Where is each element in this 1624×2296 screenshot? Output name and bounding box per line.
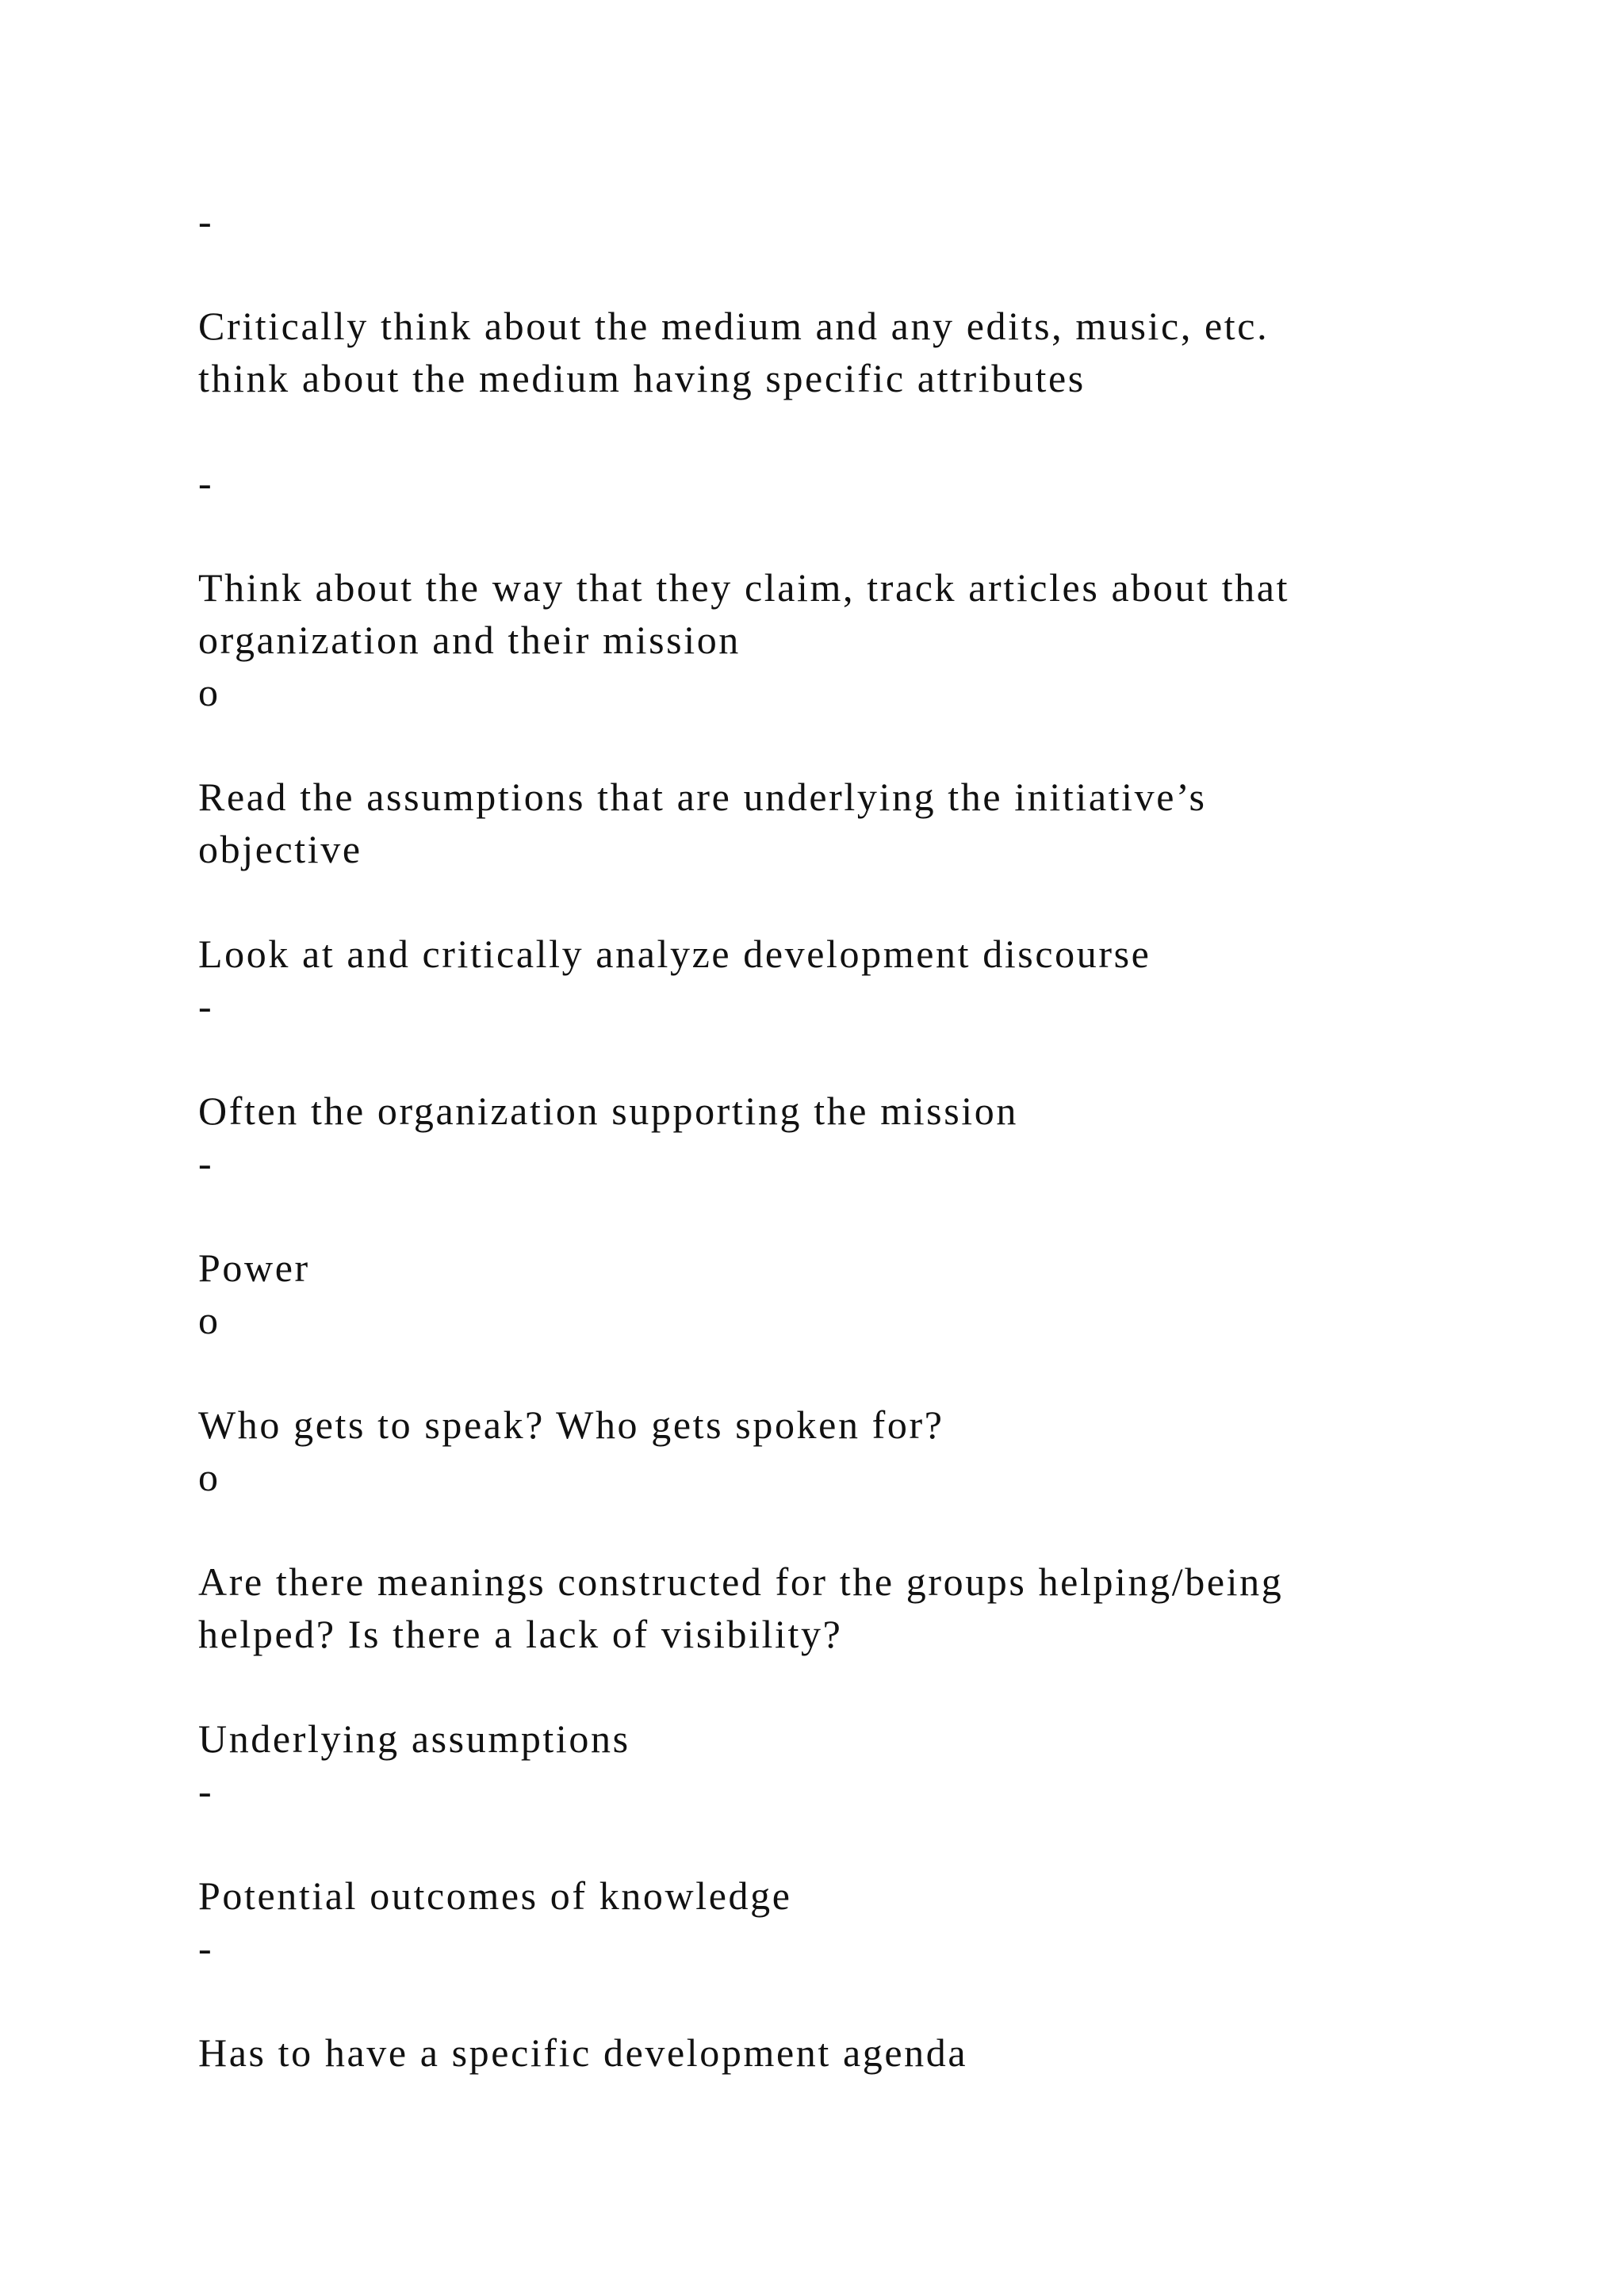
text-line: Look at and critically analyze development discourse <box>198 932 1151 976</box>
bullet-dash: - <box>198 1926 214 1970</box>
text-line: objective <box>198 827 362 871</box>
bullet-dash: - <box>198 1769 214 1813</box>
text-line: Has to have a specific development agenda <box>198 2030 968 2075</box>
text-line: Read the assumptions that are underlying the initiative’s <box>198 775 1207 819</box>
text-line: Think about the way that they claim, track articles about that <box>198 565 1290 610</box>
text-line: Underlying assumptions <box>198 1716 630 1761</box>
bullet-dash: - <box>198 984 214 1028</box>
bullet-circle: o <box>198 1298 220 1342</box>
bullet-circle: o <box>198 1455 220 1499</box>
bullet-circle: o <box>198 670 220 714</box>
text-line: think about the medium having specific attributes <box>198 356 1086 400</box>
text-line: organization and their mission <box>198 618 741 662</box>
text-line: helped? Is there a lack of visibility? <box>198 1612 843 1656</box>
bullet-dash: - <box>198 461 214 505</box>
text-line: Power <box>198 1246 310 1290</box>
bullet-dash: - <box>198 1141 214 1185</box>
text-line: Are there meanings constructed for the groups helping/being <box>198 1559 1284 1604</box>
text-line: Critically think about the medium and any edits, music, etc. <box>198 304 1270 348</box>
text-line: Who gets to speak? Who gets spoken for? <box>198 1402 944 1447</box>
bullet-dash: - <box>198 199 214 243</box>
text-line: Potential outcomes of knowledge <box>198 1873 792 1918</box>
text-line: Often the organization supporting the mission <box>198 1089 1018 1133</box>
